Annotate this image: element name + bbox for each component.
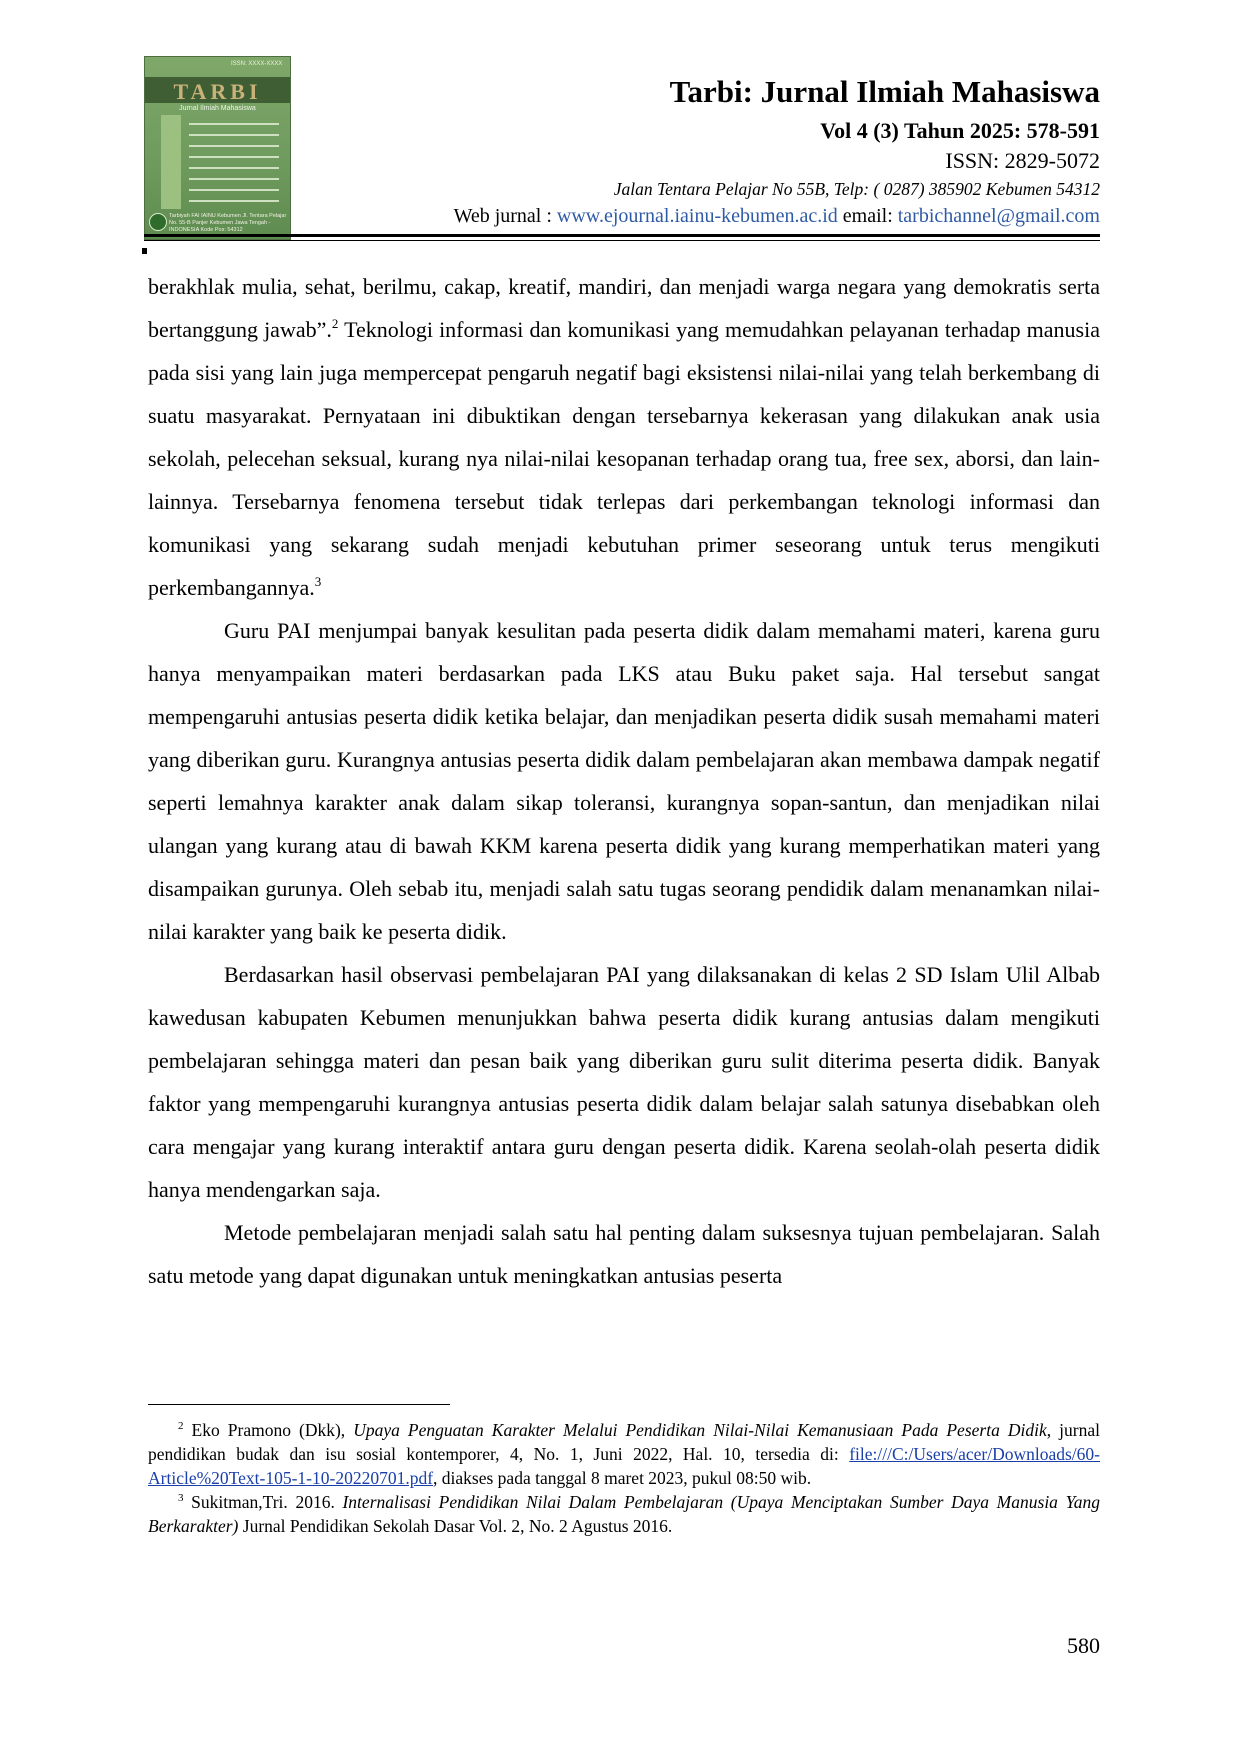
footnote-number: 3 bbox=[178, 1492, 184, 1504]
footnote-author: Eko Pramono (Dkk), bbox=[183, 1420, 354, 1440]
paragraph-1 bbox=[148, 265, 1100, 609]
footnote-3 bbox=[148, 1490, 1100, 1538]
web-url-link[interactable]: www.ejournal.iainu-kebumen.ac.id bbox=[556, 205, 838, 227]
institution-logo-icon bbox=[149, 213, 167, 231]
footnote-file-link[interactable]: file:///C:/Users/acer/Downloads/60-Article%20Text-105-1-10-20220701.pdf bbox=[148, 1444, 1100, 1488]
footnote-details: , jurnal pendidikan budak dan isu sosial kontemporer, 4, No. 1, Juni 2022, Hal. 10, tersedia di: bbox=[148, 1420, 1100, 1464]
paragraph-1-text-b: Teknologi informasi dan komunikasi yang memudahkan pelayanan terhadap manusia pada sisi yang lain juga mempercepat pengaruh negatif bagi eksistensi nilai-nilai yang telah berkembang di suatu masyarakat. Pernyataan ini dibuktikan dengan tersebarnya kekerasan yang dilakukan anak usia sekolah, pelecehan seksual, kurang nya nilai-nilai kesopanan terhadap orang tua, free sex, aborsi, dan lain-lainnya. Tersebarnya fenomena tersebut tidak terlepas dari perkembangan teknologi informasi dan komunikasi yang sekarang sudah menjadi kebutuhan primer seseorang untuk terus mengikuti perkembangannya. bbox=[148, 317, 1101, 600]
footnote-details: Jurnal Pendidikan Sekolah Dasar Vol. 2, No. 2 Agustus 2016. bbox=[238, 1516, 673, 1536]
cover-title: TARBI bbox=[173, 79, 262, 104]
cover-contents-lines bbox=[189, 123, 279, 211]
paragraph-1-text-a: berakhlak mulia, sehat, berilmu, cakap, kreatif, mandiri, dan menjadi warga negara yang demokratis serta bertanggung jawab”. bbox=[148, 274, 1100, 342]
cover-side-bar bbox=[161, 115, 181, 209]
header-rule-thick bbox=[144, 234, 1100, 237]
paragraph-2: Guru PAI menjumpai banyak kesulitan pada peserta didik dalam memahami materi, karena guru hanya menyampaikan materi berdasarkan pada LKS atau Buku paket saja. Hal tersebut sangat mempengaruhi antusias peserta didik ketika belajar, dan menjadikan peserta didik susah memahami materi yang diberikan guru. Kurangnya antusias peserta didik dalam pembelajaran akan membawa dampak negatif seperti lemahnya karakter anak dalam sikap toleransi, kurangnya sopan-santun, dan menjadikan nilai ulangan yang kurang atau di bawah KKM karena peserta didik yang kurang memperhatikan materi yang disampaikan gurunya. Oleh sebab itu, menjadi salah satu tugas seorang pendidik dalam menanamkan nilai-nilai karakter yang baik ke peserta didik. bbox=[148, 618, 1100, 944]
header-rule-thin bbox=[144, 240, 1100, 241]
web-label: Web jurnal : bbox=[453, 205, 557, 227]
email-label: email: bbox=[837, 205, 898, 227]
footnote-author: Sukitman,Tri. 2016. bbox=[183, 1492, 343, 1512]
footnote-ref-3[interactable]: 3 bbox=[314, 574, 322, 589]
footnote-ref-2[interactable]: 2 bbox=[331, 316, 339, 331]
journal-cover-image bbox=[144, 56, 291, 240]
journal-volume: Vol 4 (3) Tahun 2025: 578-591 bbox=[820, 118, 1100, 143]
footnote-access-note: , diakses pada tanggal 8 maret 2023, pukul 08:50 wib. bbox=[433, 1468, 812, 1488]
footnote-number: 2 bbox=[178, 1420, 184, 1432]
footnote-title: Internalisasi Pendidikan Nilai Dalam Pembelajaran (Upaya Menciptakan Sumber Daya Manusia Yang Berkarakter) bbox=[148, 1492, 1100, 1536]
journal-web-line bbox=[454, 205, 1100, 228]
footnotes bbox=[148, 1418, 1100, 1538]
footnote-title: Upaya Penguatan Karakter Melalui Pendidikan Nilai-Nilai Kemanusiaan Pada Peserta Didik bbox=[353, 1420, 1047, 1440]
header-bullet-mark bbox=[142, 248, 147, 254]
page-number: 580 bbox=[1067, 1633, 1100, 1658]
journal-issn: ISSN: 2829-5072 bbox=[945, 148, 1100, 173]
paragraph-4: Metode pembelajaran menjadi salah satu hal penting dalam suksesnya tujuan pembelajaran. Salah satu metode yang dapat digunakan untuk meningkatkan antusias peserta bbox=[148, 1220, 1100, 1288]
article-body bbox=[148, 265, 1100, 1297]
email-link[interactable]: tarbichannel@gmail.com bbox=[897, 205, 1100, 227]
footnote-separator bbox=[148, 1404, 450, 1405]
cover-issn: ISSN: XXXX-XXXX bbox=[231, 61, 283, 67]
journal-title: Tarbi: Jurnal Ilmiah Mahasiswa bbox=[669, 74, 1100, 109]
journal-address: Jalan Tentara Pelajar No 55B, Telp: ( 0287) 385902 Kebumen 54312 bbox=[613, 179, 1100, 199]
paragraph-3: Berdasarkan hasil observasi pembelajaran PAI yang dilaksanakan di kelas 2 SD Islam Ulil Albab kawedusan kabupaten Kebumen menunjukkan bahwa peserta didik kurang antusias dalam mengikuti pembelajaran sehingga materi dan pesan baik yang diberikan guru sulit diterima peserta didik. Banyak faktor yang mempengaruhi kurangnya antusias peserta didik dalam belajar salah satunya disebabkan oleh cara mengajar yang kurang interaktif antara guru dengan peserta didik. Karena seolah-olah peserta didik hanya mendengarkan saja. bbox=[148, 962, 1100, 1202]
footnote-2 bbox=[148, 1418, 1100, 1490]
cover-footer-text: Tarbiyah FAI IAINU Kebumen Jl. Tentara Pelajar No. 55-B Panjer Kebumen Jawa Tengah - INDONESIA Kode Pos: 54312 bbox=[169, 213, 287, 233]
cover-subtitle: Jurnal Ilmiah Mahasiswa bbox=[179, 105, 256, 112]
